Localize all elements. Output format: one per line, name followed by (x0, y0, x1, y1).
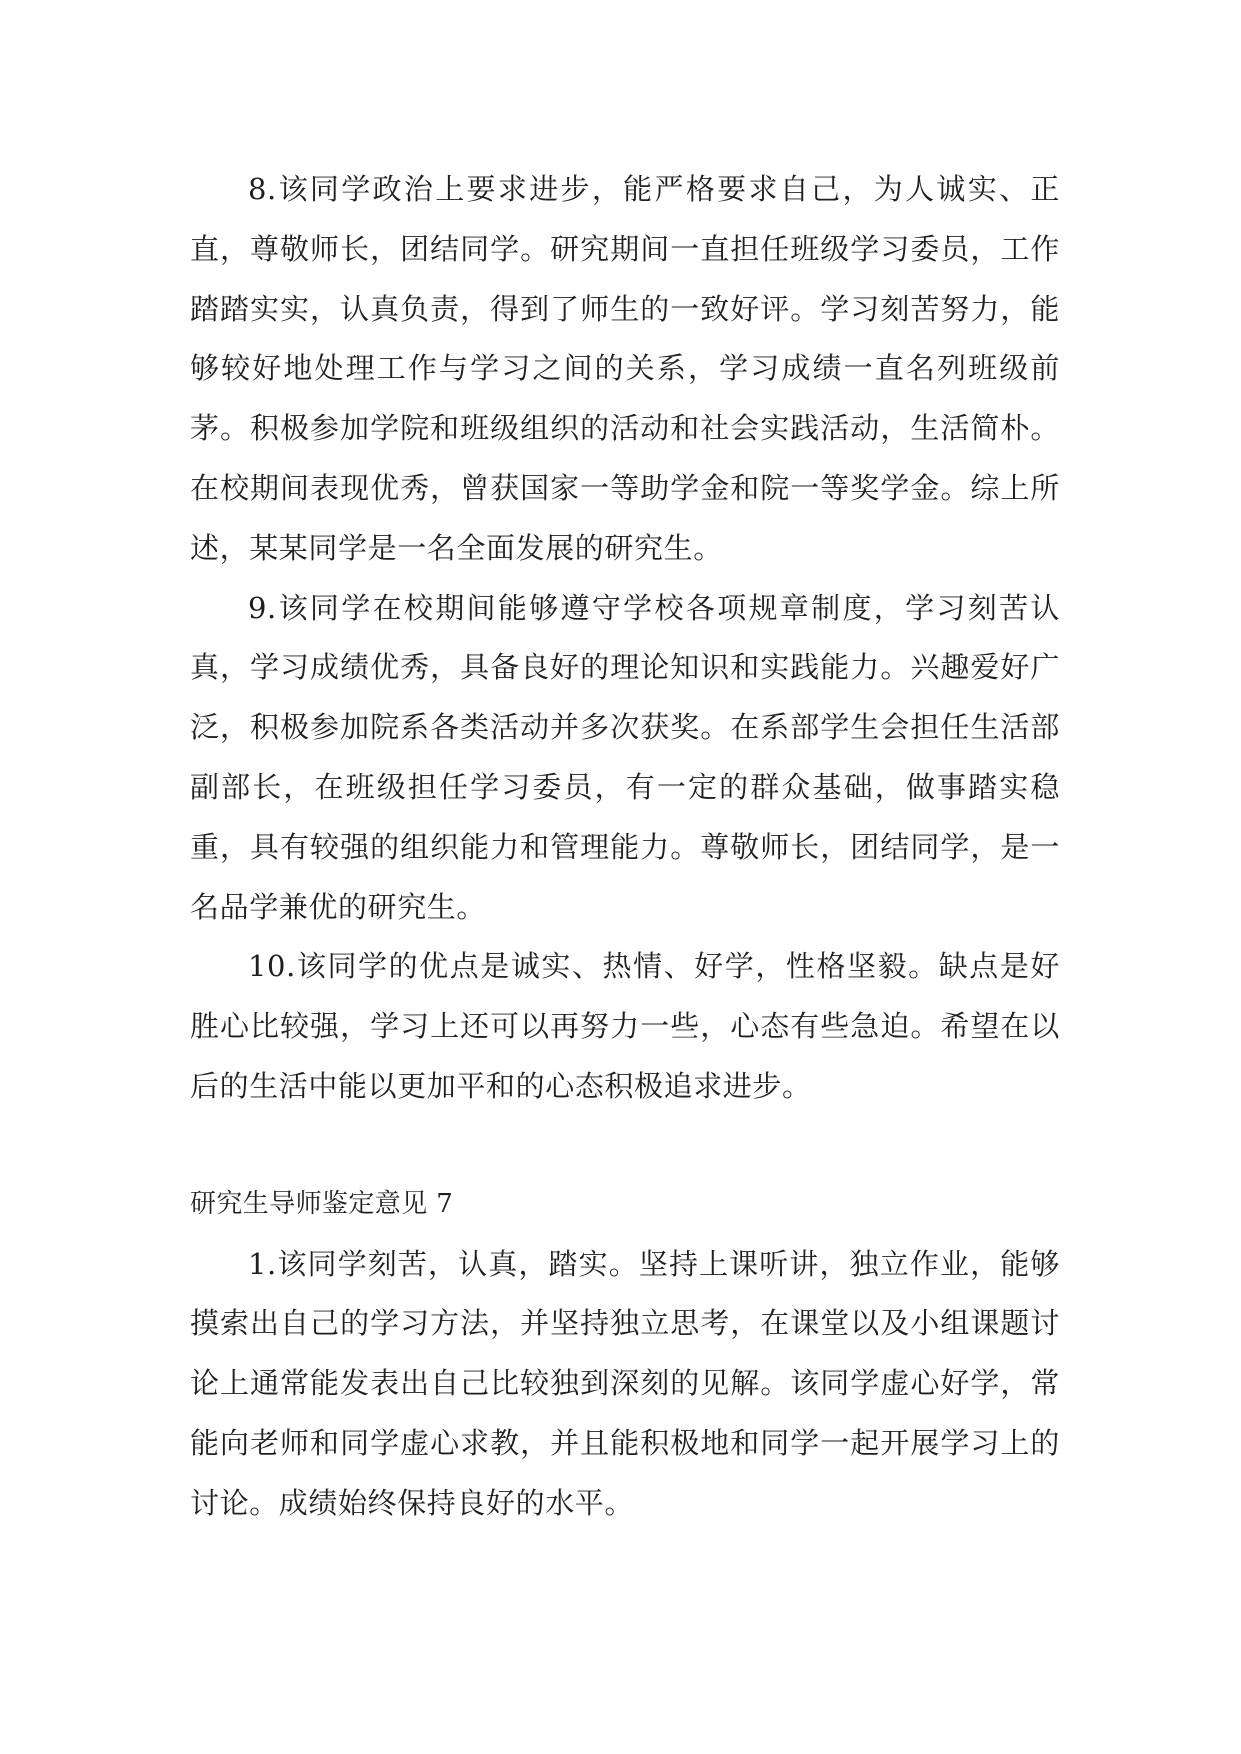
section-heading: 研究生导师鉴定意见 7 (190, 1188, 454, 1219)
paragraph-8: 8.该同学政治上要求进步，能严格要求自己，为人诚实、正直，尊敬师长，团结同学。研究期间一直担任班级学习委员，工作踏踏实实，认真负责，得到了师生的一致好评。学习刻苦努力，能够较好地处理工作与学习之间的关系，学习成绩一直名列班级前茅。积极参加学院和班级组织的活动和社会实践活动，生活简朴。在校期间表现优秀，曾获国家一等助学金和院一等奖学金。综上所述，某某同学是一名全面发展的研究生。 (190, 172, 1060, 565)
document-body (190, 160, 1060, 1534)
paragraph-9: 9.该同学在校期间能够遵守学校各项规章制度，学习刻苦认真，学习成绩优秀，具备良好的理论知识和实践能力。兴趣爱好广泛，积极参加院系各类活动并多次获奖。在系部学生会担任生活部副部长，在班级担任学习委员，有一定的群众基础，做事踏实稳重，具有较强的组织能力和管理能力。尊敬师长，团结同学，是一名品学兼优的研究生。 (190, 590, 1060, 924)
section-gap (190, 1117, 1060, 1175)
paragraph-10: 10.该同学的优点是诚实、热情、好学，性格坚毅。缺点是好胜心比较强，学习上还可以再努力一些，心态有些急迫。希望在以后的生活中能以更加平和的心态积极追求进步。 (190, 949, 1060, 1103)
paragraph-1: 1.该同学刻苦，认真，踏实。坚持上课听讲，独立作业，能够摸索出自己的学习方法，并坚持独立思考，在课堂以及小组课题讨论上通常能发表出自己比较独到深刻的见解。该同学虚心好学，常能向老师和同学虚心求教，并且能积极地和同学一起开展学习上的讨论。成绩始终保持良好的水平。 (190, 1246, 1060, 1520)
